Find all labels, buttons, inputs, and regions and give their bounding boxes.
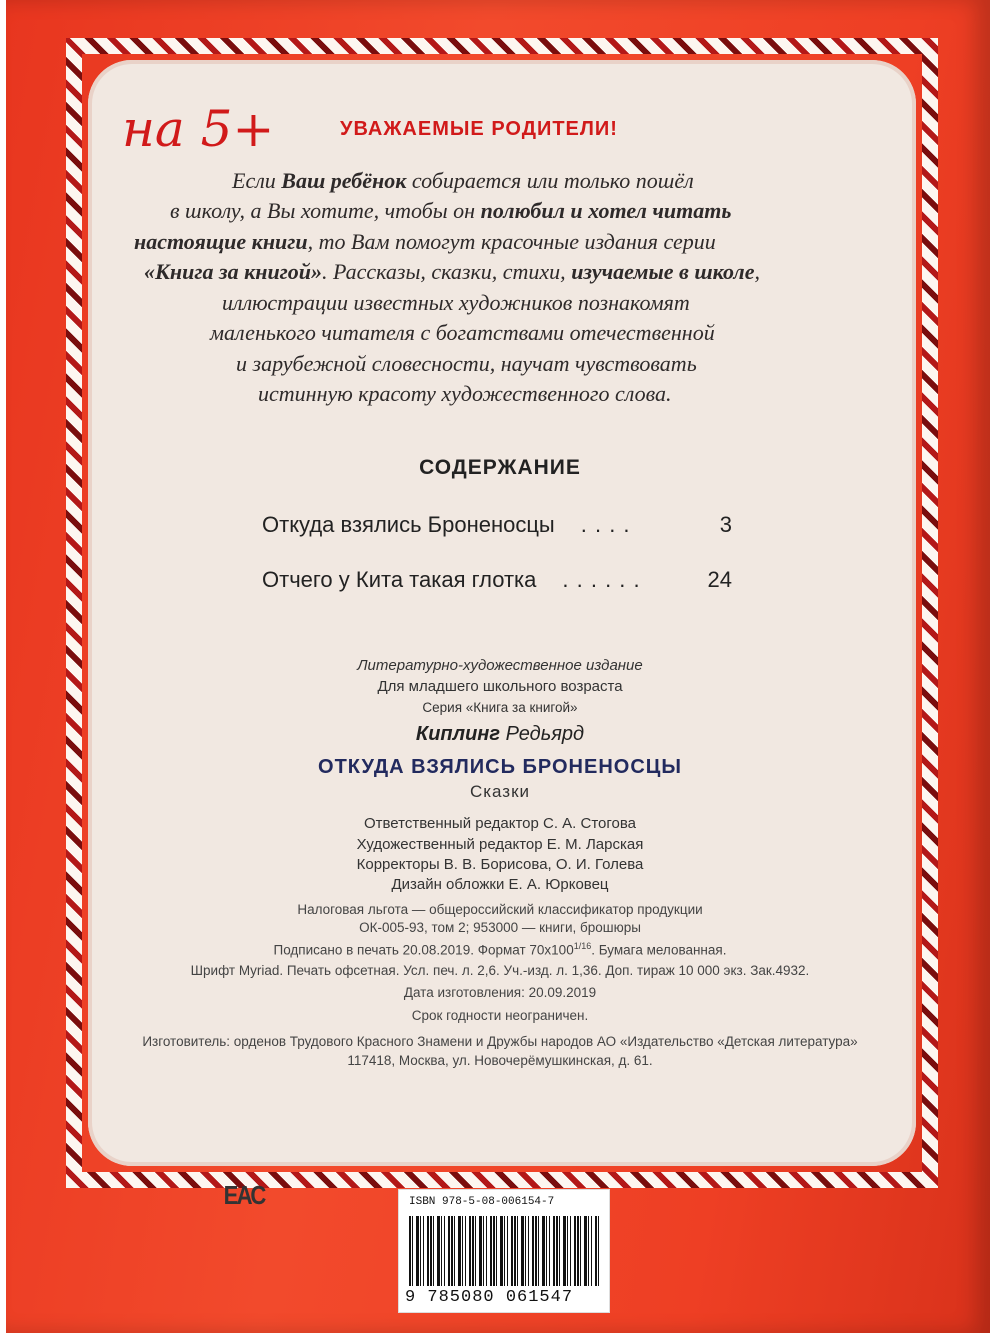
- intro-line-3: настоящие книги, то Вам помогут красочные издания серии: [134, 229, 716, 254]
- parents-heading: УВАЖАЕМЫЕ РОДИТЕЛИ!: [340, 118, 618, 140]
- series-name: Серия «Книга за книгой»: [422, 700, 578, 715]
- intro-line-5: иллюстрации известных художников познакомят: [222, 290, 690, 315]
- intro-line-6: маленького читателя с богатствами отечественной: [210, 320, 715, 345]
- intro-line-7: и зарубежной словесности, научат чувствовать: [236, 351, 697, 376]
- shelf-life: Срок годности неограничен.: [411, 1008, 589, 1023]
- book-genre: Сказки: [469, 782, 531, 801]
- print-specs: Шрифт Myriad. Печать офсетная. Усл. печ. л. 2,6. Уч.-изд. л. 1,36. Доп. тираж 10 000 экз. Зак.4932.: [190, 963, 810, 978]
- toc-page: 24: [707, 567, 732, 592]
- staff-line: Дизайн обложки Е. А. Юрковец: [391, 876, 609, 893]
- barcode-bars: [409, 1216, 599, 1286]
- barcode-label: [398, 1189, 610, 1313]
- staff-line: Корректоры В. В. Борисова, О. И. Голева: [356, 856, 644, 873]
- intro-line-2: в школу, а Вы хотите, чтобы он полюбил и хотел читать: [170, 198, 732, 223]
- toc-page: 3: [719, 512, 732, 537]
- intro-line-1: Если Ваш ребёнок собирается или только пошёл: [232, 168, 694, 193]
- toc-title: СОДЕРЖАНИЕ: [419, 456, 581, 479]
- isbn-text: ISBN 978-5-08-006154-7: [409, 1196, 555, 1208]
- toc-item: Отчего у Кита такая глотка . . . . . .: [262, 567, 641, 592]
- barcode-number: 9 785080 061547: [405, 1288, 574, 1307]
- age-badge: на 5+: [122, 100, 275, 158]
- intro-line-8: истинную красоту художественного слова.: [258, 381, 672, 406]
- manufacturer-address: 117418, Москва, ул. Новочерёмушкинская, д. 61.: [347, 1053, 653, 1068]
- production-date: Дата изготовления: 20.09.2019: [403, 985, 597, 1000]
- manufacturer: Изготовитель: орденов Трудового Красного Знамени и Дружбы народов АО «Издательство «Детская литература»: [142, 1034, 858, 1049]
- book-title: ОТКУДА ВЗЯЛИСЬ БРОНЕНОСЦЫ: [318, 756, 682, 778]
- age-group: Для младшего школьного возраста: [377, 678, 623, 695]
- tax-line: ОК-005-93, том 2; 953000 — книги, брошюры: [359, 920, 641, 935]
- print-signed: Подписано в печать 20.08.2019. Формат $70х100^{1/16}$. Бумага мелованная.: [273, 941, 727, 958]
- intro-line-4: «Книга за книгой». Рассказы, сказки, стихи, изучаемые в школе,: [144, 259, 760, 284]
- toc-item: Откуда взялись Броненосцы . . . .: [262, 512, 631, 537]
- eac-mark: ЕАС: [223, 1180, 265, 1210]
- edition-type: Литературно-художественное издание: [357, 657, 643, 674]
- staff-line: Ответственный редактор С. А. Стогова: [363, 815, 637, 832]
- author-name: Киплинг Редьярд: [415, 723, 585, 745]
- tax-line: Налоговая льгота — общероссийский классификатор продукции: [297, 902, 703, 917]
- staff-line: Художественный редактор Е. М. Ларская: [356, 836, 644, 853]
